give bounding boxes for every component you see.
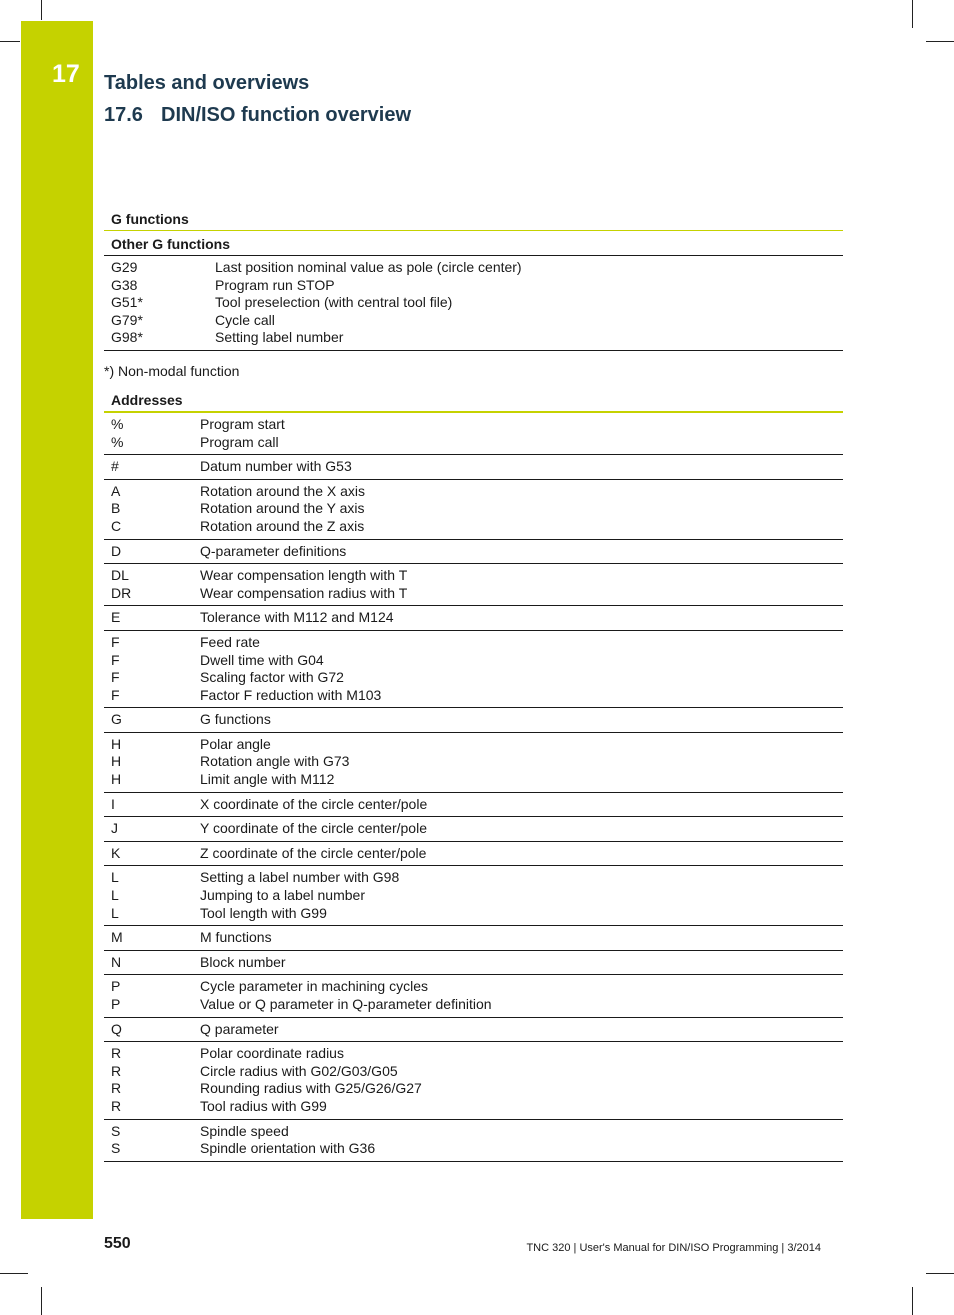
table-row: [104, 841, 843, 866]
g-description: Last position nominal value as pole (circle center): [215, 259, 522, 275]
address-description: Spindle speed: [200, 1122, 289, 1139]
address-codes: [104, 975, 200, 1017]
address-description: G functions: [200, 711, 271, 728]
g-code: G98*: [111, 329, 143, 346]
address-description: Feed rate: [200, 633, 260, 650]
address-description: Wear compensation radius with T: [200, 584, 408, 601]
table-row: [104, 294, 843, 312]
g-functions-table: [104, 256, 843, 350]
address-descriptions: [200, 564, 843, 606]
address-description: Dwell time with G04: [200, 651, 324, 668]
table-row: [104, 329, 843, 350]
other-g-functions-heading: Other G functions: [104, 231, 843, 256]
address-code: N: [111, 953, 122, 970]
address-code: R: [111, 1097, 122, 1114]
crop-mark: [912, 0, 913, 28]
address-code: J: [111, 820, 118, 837]
chapter-sidebar: [21, 21, 93, 1219]
table-row: [104, 950, 843, 975]
address-description: Factor F reduction with M103: [200, 686, 382, 703]
address-codes: [104, 564, 200, 606]
g-code: G38: [111, 276, 138, 293]
address-codes: [104, 606, 200, 631]
address-description: Z coordinate of the circle center/pole: [200, 844, 427, 861]
address-description: Jumping to a label number: [200, 887, 365, 904]
address-descriptions: [200, 975, 843, 1017]
table-row: [104, 630, 843, 707]
g-description: Tool preselection (with central tool file): [215, 294, 453, 311]
address-code: R: [111, 1080, 122, 1097]
addresses-heading: Addresses: [104, 387, 843, 413]
g-description: Program run STOP: [215, 276, 335, 293]
section-number: 17.6: [104, 104, 143, 126]
address-codes: [104, 792, 200, 817]
g-functions-heading: G functions: [104, 206, 843, 231]
address-code: F: [111, 669, 120, 686]
table-row: [104, 866, 843, 926]
g-code: G79*: [111, 311, 143, 328]
address-codes: [104, 732, 200, 792]
address-code: P: [111, 996, 121, 1012]
address-description: Polar coordinate radius: [200, 1045, 344, 1062]
address-codes: [104, 1017, 200, 1042]
non-modal-note: *) Non-modal function: [104, 362, 240, 379]
crop-mark: [41, 1287, 42, 1315]
address-descriptions: [200, 455, 843, 480]
address-description: Y coordinate of the circle center/pole: [200, 820, 427, 837]
address-description: Polar angle: [200, 735, 271, 752]
address-descriptions: [200, 817, 843, 842]
address-code: DR: [111, 584, 132, 601]
address-descriptions: [200, 866, 843, 926]
address-codes: [104, 708, 200, 733]
address-codes: [104, 479, 200, 539]
address-description: Rotation around the Z axis: [200, 517, 365, 534]
address-code: D: [111, 542, 122, 559]
g-functions-table-wrap: [104, 256, 843, 351]
address-codes: [104, 950, 200, 975]
address-description: Tool length with G99: [200, 904, 327, 921]
address-code: Q: [111, 1020, 122, 1037]
address-codes: [104, 926, 200, 951]
address-code: F: [111, 633, 120, 650]
address-codes: [104, 630, 200, 707]
address-codes: [104, 841, 200, 866]
address-codes: [104, 817, 200, 842]
crop-mark: [41, 0, 42, 20]
address-description: Program start: [200, 415, 285, 432]
address-code: P: [111, 978, 121, 995]
address-code: L: [111, 904, 119, 921]
address-description: M functions: [200, 929, 272, 946]
table-row: [104, 708, 843, 733]
table-row: [104, 455, 843, 480]
address-descriptions: [200, 926, 843, 951]
table-row: [104, 817, 843, 842]
address-description: Circle radius with G02/G03/G05: [200, 1062, 398, 1079]
address-description: Limit angle with M112: [200, 771, 335, 788]
address-code: %: [111, 415, 124, 432]
address-codes: [104, 1042, 200, 1119]
address-description: Spindle orientation with G36: [200, 1140, 376, 1157]
address-descriptions: [200, 732, 843, 792]
address-description: X coordinate of the circle center/pole: [200, 795, 428, 812]
address-code: C: [111, 517, 122, 534]
address-description: Program call: [200, 433, 279, 450]
table-row: [104, 539, 843, 564]
crop-mark: [912, 1287, 913, 1315]
crop-mark: [926, 41, 954, 42]
table-row: [104, 479, 843, 539]
crop-mark: [0, 41, 20, 42]
address-code: K: [111, 844, 121, 861]
g-code: G29: [111, 259, 138, 275]
chapter-number: 17: [52, 60, 80, 88]
table-row: [104, 1119, 843, 1161]
page-number: 550: [104, 1235, 131, 1252]
address-code: L: [111, 869, 119, 886]
address-code: S: [111, 1122, 121, 1139]
address-code: H: [111, 771, 122, 788]
address-codes: [104, 413, 200, 455]
address-code: B: [111, 500, 121, 517]
crop-mark: [926, 1273, 954, 1274]
address-code: A: [111, 482, 121, 499]
content-area: [104, 206, 843, 1162]
address-description: Datum number with G53: [200, 458, 352, 475]
address-code: #: [111, 458, 119, 475]
address-descriptions: [200, 479, 843, 539]
address-description: Value or Q parameter in Q-parameter definition: [200, 996, 492, 1012]
address-codes: [104, 1119, 200, 1161]
table-row: [104, 312, 843, 330]
address-code: H: [111, 735, 122, 752]
address-description: Q parameter: [200, 1020, 279, 1037]
address-descriptions: [200, 950, 843, 975]
address-descriptions: [200, 606, 843, 631]
address-code: S: [111, 1140, 121, 1157]
address-descriptions: [200, 413, 843, 455]
table-row: [104, 1017, 843, 1042]
address-code: L: [111, 887, 119, 904]
table-row: [104, 792, 843, 817]
g-code: G51*: [111, 294, 143, 311]
address-description: Rotation around the Y axis: [200, 500, 365, 517]
table-row: [104, 975, 843, 1017]
address-descriptions: [200, 630, 843, 707]
table-row: [104, 1042, 843, 1119]
address-description: Wear compensation length with T: [200, 567, 408, 584]
address-descriptions: [200, 708, 843, 733]
table-row: [104, 413, 843, 455]
address-description: Setting a label number with G98: [200, 869, 400, 886]
address-descriptions: [200, 539, 843, 564]
address-descriptions: [200, 1017, 843, 1042]
footer-text: TNC 320 | User's Manual for DIN/ISO Programming | 3/2014: [526, 1242, 821, 1254]
address-description: Tool radius with G99: [200, 1097, 327, 1114]
table-row: [104, 564, 843, 606]
table-row: [104, 926, 843, 951]
address-descriptions: [200, 792, 843, 817]
address-description: Cycle parameter in machining cycles: [200, 978, 428, 995]
address-code: DL: [111, 567, 129, 584]
address-descriptions: [200, 841, 843, 866]
address-code: H: [111, 753, 122, 770]
address-description: Rotation angle with G73: [200, 753, 350, 770]
address-description: Rounding radius with G25/G26/G27: [200, 1080, 422, 1097]
address-code: R: [111, 1045, 122, 1062]
section-title: [104, 104, 411, 127]
address-code: G: [111, 711, 122, 728]
address-code: F: [111, 651, 120, 668]
table-row: [104, 732, 843, 792]
address-codes: [104, 866, 200, 926]
table-row: [104, 606, 843, 631]
table-row: [104, 256, 843, 277]
address-description: Rotation around the X axis: [200, 482, 365, 499]
address-code: F: [111, 686, 120, 703]
addresses-table: [104, 413, 843, 1162]
chapter-title: Tables and overviews: [104, 72, 310, 94]
address-code: M: [111, 929, 123, 946]
section-title-text: DIN/ISO function overview: [161, 104, 412, 126]
address-codes: [104, 539, 200, 564]
g-description: Setting label number: [215, 329, 344, 346]
address-description: Scaling factor with G72: [200, 669, 344, 686]
address-descriptions: [200, 1119, 843, 1161]
address-description: Q-parameter definitions: [200, 542, 347, 559]
crop-mark: [0, 1273, 28, 1274]
address-code: E: [111, 609, 121, 626]
g-description: Cycle call: [215, 311, 275, 328]
address-codes: [104, 455, 200, 480]
address-descriptions: [200, 1042, 843, 1119]
address-code: R: [111, 1062, 122, 1079]
address-code: %: [111, 433, 124, 450]
address-description: Tolerance with M112 and M124: [200, 609, 394, 626]
address-code: I: [111, 795, 115, 812]
table-row: [104, 277, 843, 295]
address-description: Block number: [200, 953, 286, 970]
